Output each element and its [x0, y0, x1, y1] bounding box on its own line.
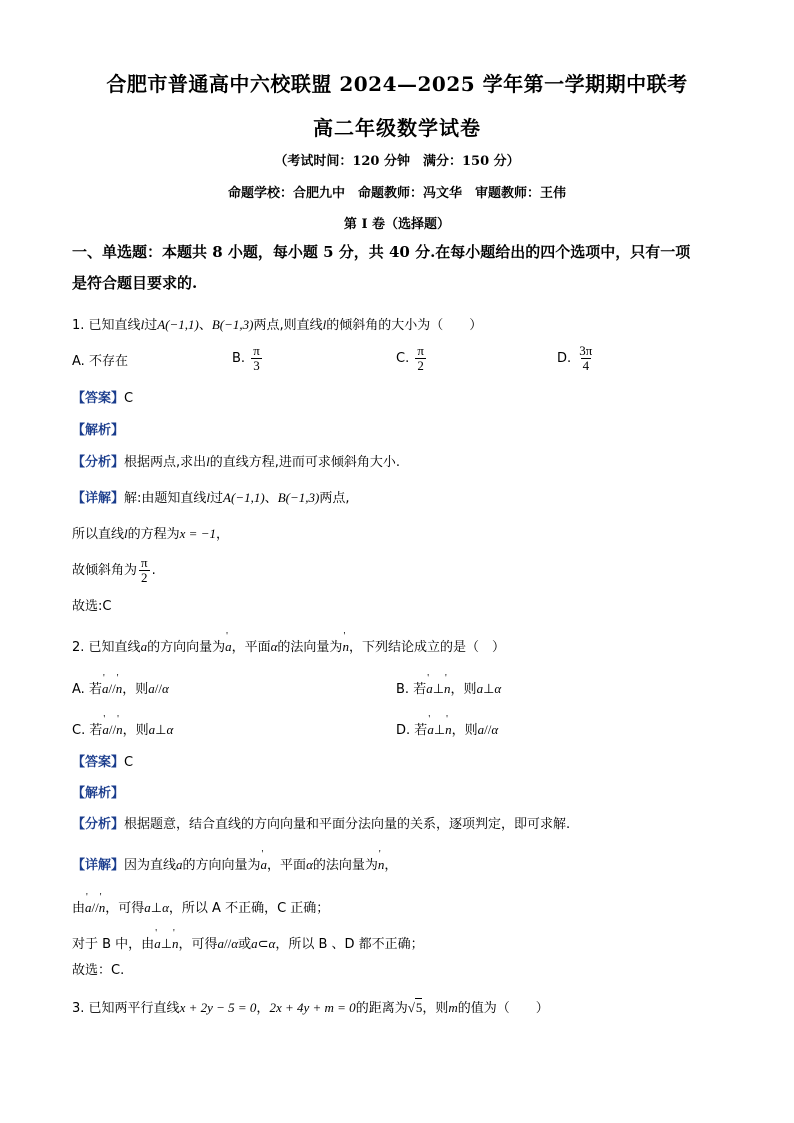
exam-authors: 命题学校：合肥九中 命题教师：冯文华 审题教师：王伟 — [227, 186, 566, 201]
section-instructions-line2: 是符合题目要求的. — [72, 274, 198, 292]
q1-option-b: B. $\frac{\pi}{3}$ — [232, 343, 260, 373]
q2-option-c: C. 若' a//' n，则a⊥α — [72, 717, 173, 740]
q1-option-d: D. $\frac{3\pi}{4}$ — [557, 343, 593, 373]
exam-info: （考试时间：120 分钟 满分：150 分） — [274, 154, 520, 169]
exam-subtitle: 高二年级数学试卷 — [313, 116, 481, 140]
q2-detail-line3: 对于 B 中，由' a⊥' n，可得a//α或a⊂α，所以 B 、D 都不正确； — [72, 931, 424, 954]
q1-point-b: B(−1,3) — [211, 317, 254, 332]
q1-answer: 【答案】C — [72, 391, 134, 406]
q2-option-a: A. 若' a//' n，则a//α — [72, 676, 169, 699]
q1-detail: 【详解】解:由题知直线l过A(−1,1)、B(−1,3)两点, — [72, 490, 350, 506]
q2-detail: 【详解】因为直线a的方向向量为' a，平面α的法向量为' n， — [72, 852, 397, 875]
q2-fenxi: 【分析】根据题意，结合直线的方向向量和平面分法向量的关系，逐项判定，即可求解. — [72, 817, 571, 832]
exam-title: 合肥市普通高中六校联盟 2024—2025 学年第一学期期中联考 — [106, 72, 688, 96]
section-instructions-line1: 一、单选题：本题共 8 小题，每小题 5 分，共 40 分.在每小题给出的四个选项中，只有一项 — [72, 243, 691, 261]
q2-answer: 【答案】C — [72, 755, 134, 770]
q1-option-c: C. $\frac{\pi}{2}$ — [396, 343, 424, 373]
q1-choose: 故选:C — [72, 599, 112, 614]
q3-stem: 3. 已知两平行直线x + 2y − 5 = 0，2x + 4y + m = 0的距离为√5，则m的值为（ ） — [72, 1000, 549, 1016]
q1-point-a: A(−1,1) — [157, 317, 199, 332]
q2-option-d: D. 若' a⊥' n，则a//α — [396, 717, 498, 740]
q1-option-a: A. 不存在 — [72, 354, 128, 369]
volume-heading: 第 I 卷（选择题） — [343, 217, 451, 232]
q2-option-b: B. 若' a⊥' n，则a⊥α — [396, 676, 501, 699]
q2-choose: 故选：C. — [72, 963, 125, 978]
q1-stem: 1. 已知直线l过A(−1,1)、B(−1,3)两点,则直线l的倾斜角的大小为（ ） — [72, 317, 483, 333]
q2-stem: 2. 已知直线a的方向向量为' a，平面α的法向量为' n，下列结论成立的是（ ） — [72, 634, 505, 657]
q1-analysis-heading: 【解析】 — [72, 423, 125, 438]
q1-line-equation: 所以直线l的方程为x = −1， — [72, 526, 229, 542]
q2-detail-line2: 由' a//' n，可得a⊥α，所以 A 不正确，C 正确； — [72, 895, 329, 918]
q1-inclination: 故倾斜角为 $\frac{\pi}{2}$ . — [72, 555, 156, 585]
q2-analysis-heading: 【解析】 — [72, 786, 125, 801]
q1-fenxi: 【分析】根据两点,求出l的直线方程,进而可求倾斜角大小. — [72, 454, 401, 470]
